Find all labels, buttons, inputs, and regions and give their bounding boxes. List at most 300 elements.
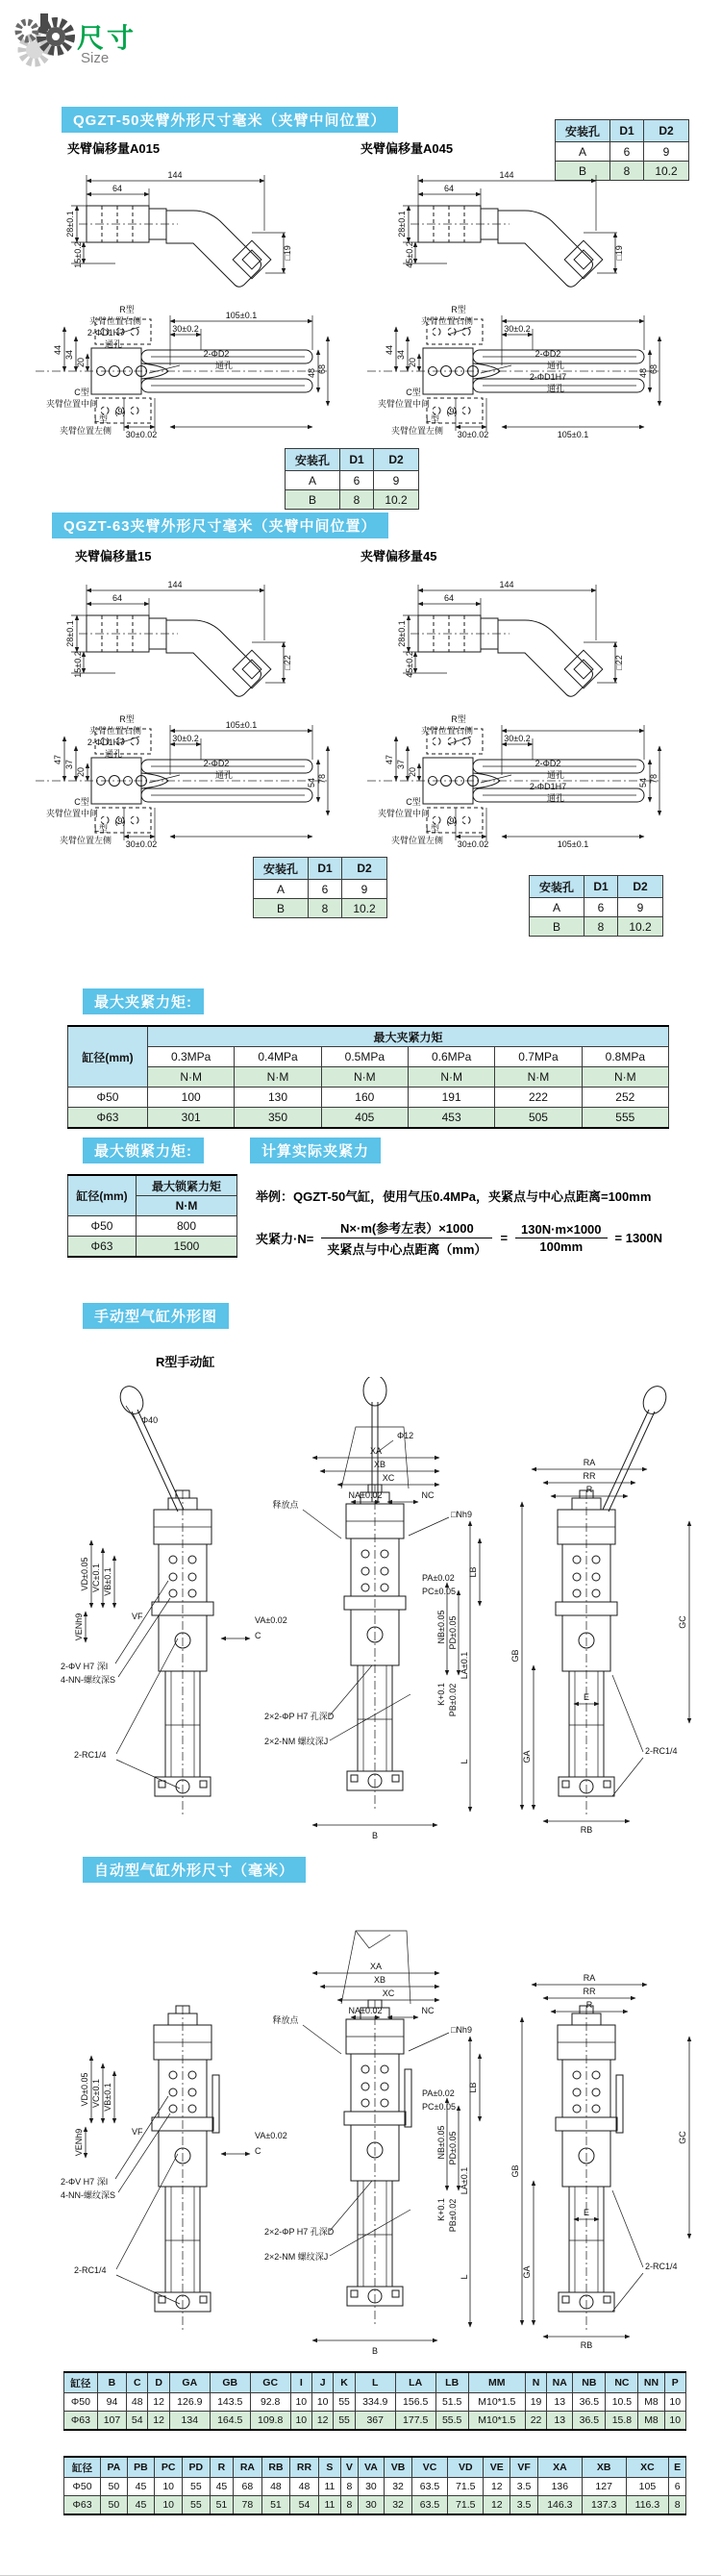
dim-label: 通孔 <box>104 749 123 759</box>
dim-label: XB <box>373 1460 386 1469</box>
dim-label: B <box>371 1831 379 1840</box>
table-cell: D2 <box>618 876 663 898</box>
table-cell: 安装孔 <box>556 120 610 142</box>
table-row <box>286 471 419 490</box>
dim-label: PB±0.02 <box>448 2198 458 2233</box>
dim-label: 45±0.2 <box>405 651 414 678</box>
table-cell: K <box>334 2372 355 2393</box>
table-cell: I <box>290 2372 311 2393</box>
dim-label: 28±0.1 <box>65 211 75 238</box>
dim-label: PC±0.05 <box>422 1587 456 1596</box>
dim-label: LB <box>468 1566 478 1578</box>
table-cell: PD <box>183 2457 211 2478</box>
table-cell: 136 <box>537 2478 582 2496</box>
dim-label: NB±0.05 <box>436 1610 446 1644</box>
table-cell: 6 <box>584 898 618 917</box>
table-cell: E <box>669 2457 686 2478</box>
table-cell: D <box>148 2372 169 2393</box>
table-cell: 50 <box>101 2496 128 2515</box>
table-cell: 156.5 <box>395 2393 435 2412</box>
dim-label: 28±0.1 <box>397 620 407 647</box>
dim-label: L <box>460 1759 469 1764</box>
dim-label: R型 <box>119 305 135 314</box>
table-cell: 68 <box>234 2478 262 2496</box>
table-cell: 92.8 <box>250 2393 290 2412</box>
dim-label: 通孔 <box>546 384 565 393</box>
dim-label: □19 <box>283 245 292 261</box>
table-cell: 10 <box>290 2393 311 2412</box>
equation-fraction-1 <box>321 1218 492 1258</box>
table-cell: XB <box>582 2457 626 2478</box>
table-cell: B <box>530 917 584 937</box>
table-group-header: 最大夹紧力矩 <box>148 1026 669 1047</box>
table-row <box>556 142 689 162</box>
dim-label: 48 <box>638 367 648 379</box>
dim-label: VD±0.05 <box>80 1557 89 1591</box>
table-cell: 0.5MPa <box>321 1047 408 1067</box>
fraction-denominator: 100mm <box>539 1239 584 1254</box>
table-cell: 116.3 <box>626 2496 669 2515</box>
dim-label: 28±0.1 <box>65 620 75 647</box>
table-cell: 127 <box>582 2478 626 2496</box>
dim-label: 2×2-NM 螺纹深J <box>264 1737 329 1746</box>
mount-hole-table-2 <box>285 448 419 510</box>
table-cell: 8 <box>610 162 644 181</box>
table-row <box>68 1088 669 1108</box>
dim-label: 68 <box>317 363 327 375</box>
section-banner-qgzt63: QGZT-63夹臂外形尺寸毫米（夹臂中间位置） <box>52 513 388 538</box>
dim-label: □Nh9 <box>451 1510 472 1519</box>
dim-label: NA±0.02 <box>348 1490 383 1500</box>
dim-label: 2-RC1/4 <box>74 1750 107 1760</box>
dim-label: 105±0.1 <box>557 430 589 439</box>
dim-label: VC±0.1 <box>91 1563 101 1592</box>
table-cell: VA <box>358 2457 385 2478</box>
table-row <box>64 2496 686 2515</box>
cylinder-dim-table-1 <box>63 2371 686 2431</box>
table-cell: 71.5 <box>448 2496 484 2515</box>
dim-label: 44 <box>53 344 62 356</box>
dim-label: VA±0.02 <box>255 2131 287 2140</box>
table-cell: 10.2 <box>644 162 689 181</box>
dim-label: LA±0.1 <box>460 1651 469 1680</box>
dim-label: 2-ΦD2 <box>203 759 230 768</box>
dim-label: VF <box>132 1612 143 1621</box>
page-subtitle: Size <box>81 50 110 66</box>
table-cell: 32 <box>385 2478 412 2496</box>
table-cell: 8 <box>584 917 618 937</box>
manual-cylinder-drawing <box>24 1377 707 1850</box>
table-cell: Φ50 <box>64 2393 98 2412</box>
dim-label: 28±0.1 <box>397 211 407 238</box>
dim-label: R型 <box>451 305 466 314</box>
dim-label: 20 <box>408 357 417 368</box>
table-cell: 9 <box>374 471 419 490</box>
table-header-row <box>254 858 387 880</box>
dim-label: PC±0.05 <box>422 2102 456 2112</box>
table-cell: 10 <box>664 2412 685 2431</box>
table-header-row <box>556 120 689 142</box>
dim-label: 2-ΦD1H7 <box>529 782 567 791</box>
dim-label: VD±0.05 <box>80 2072 89 2107</box>
table-row <box>254 899 387 918</box>
dim-label: (9) <box>446 816 458 826</box>
page-title: 尺寸 <box>77 23 137 53</box>
gears-icon <box>13 10 77 69</box>
dim-label: 夹臂位置中间 <box>45 399 99 409</box>
dim-label: 20 <box>76 766 86 778</box>
table-cell: M8 <box>638 2393 664 2412</box>
table-cell: 191 <box>408 1088 494 1108</box>
dim-label: L型 <box>93 824 109 834</box>
table-cell: 30 <box>358 2496 385 2515</box>
dim-label: C型 <box>406 388 421 397</box>
calculation-equation <box>256 1218 717 1258</box>
table-cell: Φ50 <box>68 1088 148 1108</box>
dim-label: R型 <box>451 714 466 724</box>
table-cell: 146.3 <box>537 2496 582 2515</box>
table-cell: 9 <box>644 142 689 162</box>
dim-label: 夹臂位置左侧 <box>59 426 112 436</box>
dim-label: 34 <box>64 349 74 361</box>
dim-label: 64 <box>443 593 455 603</box>
dim-label: □19 <box>614 245 624 261</box>
table-cell: D1 <box>610 120 644 142</box>
dim-label: 30±0.2 <box>504 734 531 743</box>
table-cell: 55 <box>183 2496 211 2515</box>
lock-torque-table <box>67 1174 237 1258</box>
table-cell: J <box>312 2372 334 2393</box>
offset-label-a045: 夹臂偏移量A045 <box>360 141 454 156</box>
table-cell: 8 <box>341 2478 359 2496</box>
table-cell: 11 <box>318 2478 340 2496</box>
table-cell: 12 <box>312 2412 334 2431</box>
table-cell: Φ50 <box>68 1216 137 1237</box>
fraction-numerator: N×·m(参考左表）×1000 <box>321 1218 492 1238</box>
table-cell: 安装孔 <box>254 858 309 880</box>
table-cell: 54 <box>290 2496 319 2515</box>
table-cell: 0.3MPa <box>148 1047 235 1067</box>
dim-label: 通孔 <box>546 361 565 370</box>
table-cell: N <box>525 2372 546 2393</box>
table-cell: 126.9 <box>169 2393 210 2412</box>
cylinder-dim-table-2 <box>63 2456 686 2515</box>
table-cell: B <box>254 899 309 918</box>
table-cell: 8 <box>669 2496 686 2515</box>
table-cell: RR <box>290 2457 319 2478</box>
table-cell: 安装孔 <box>530 876 584 898</box>
table-cell: 缸径 <box>64 2372 98 2393</box>
table-cell: 78 <box>234 2496 262 2515</box>
table-cell: 10 <box>312 2393 334 2412</box>
dim-label: 通孔 <box>214 361 234 370</box>
dim-label: PB±0.02 <box>448 1683 458 1717</box>
table-cell: GC <box>250 2372 290 2393</box>
table-cell: Φ63 <box>64 2496 101 2515</box>
table-cell: D1 <box>340 449 374 471</box>
table-cell: 10 <box>155 2478 183 2496</box>
table-cell: 55 <box>183 2478 211 2496</box>
table-cell: 10 <box>155 2496 183 2515</box>
table-cell: LA <box>395 2372 435 2393</box>
table-cell: D1 <box>584 876 618 898</box>
table-cell: RA <box>234 2457 262 2478</box>
table-cell: XA <box>537 2457 582 2478</box>
table-cell: 12 <box>148 2393 169 2412</box>
table-cell: 3.5 <box>510 2496 538 2515</box>
dim-label: 20 <box>76 357 86 368</box>
dim-label: 37 <box>396 759 406 770</box>
table-cell: 48 <box>261 2478 290 2496</box>
table-cell: M10*1.5 <box>468 2412 525 2431</box>
table-cell: 334.9 <box>355 2393 395 2412</box>
dim-label: 释放点 <box>272 1500 299 1510</box>
table-cell: 45 <box>127 2496 155 2515</box>
table-cell: 350 <box>235 1108 321 1129</box>
dim-label: 夹臂位置右侧 <box>88 316 142 326</box>
dim-label: 15±0.2 <box>73 241 83 268</box>
table-row <box>64 2412 686 2431</box>
table-cell: N·M <box>137 1196 237 1216</box>
table-row <box>68 1216 237 1237</box>
table-cell: 0.8MPa <box>582 1047 668 1067</box>
dim-label: GA <box>522 2265 532 2279</box>
dim-label: RB <box>580 1825 593 1835</box>
table-cell: 55 <box>334 2393 355 2412</box>
table-cell: D2 <box>644 120 689 142</box>
table-cell: 10.2 <box>374 490 419 510</box>
table-cell: 177.5 <box>395 2412 435 2431</box>
dim-label: 夹臂位置中间 <box>377 809 431 818</box>
dim-label: R <box>585 1485 593 1494</box>
dim-label: 通孔 <box>214 770 234 780</box>
table-cell: NC <box>606 2372 638 2393</box>
table-cell: 36.5 <box>573 2393 606 2412</box>
dim-label: 144 <box>499 170 514 180</box>
dim-label: RR <box>583 1471 596 1481</box>
table-cell: MM <box>468 2372 525 2393</box>
dim-label: 64 <box>443 184 455 193</box>
mount-hole-table-4 <box>529 875 663 937</box>
equation-result: = 1300N <box>614 1231 663 1245</box>
equation-fraction-2 <box>515 1222 607 1254</box>
table-cell: V <box>341 2457 359 2478</box>
dim-label: 68 <box>649 363 659 375</box>
dim-label: 30±0.02 <box>125 839 158 849</box>
table-cell: 301 <box>148 1108 235 1129</box>
dim-label: 144 <box>167 170 183 180</box>
table-cell: 505 <box>495 1108 582 1129</box>
table-unit-row <box>68 1067 669 1088</box>
dim-label: 34 <box>396 349 406 361</box>
table-cell: Φ63 <box>68 1108 148 1129</box>
dim-label: 2-ΦD1H7 <box>87 738 125 747</box>
dim-label: 2×2-ΦP H7 孔深D <box>264 1712 335 1721</box>
dim-label: VB±0.1 <box>103 1567 112 1596</box>
table-cell: 15.8 <box>606 2412 638 2431</box>
equation-lhs: 夹紧力·N= <box>256 1232 314 1246</box>
table-cell: GB <box>210 2372 250 2393</box>
dim-label: 2-ΦV H7 深I <box>61 2177 109 2187</box>
offset-label-a015: 夹臂偏移量A015 <box>67 141 161 156</box>
table-cell: 51 <box>210 2496 233 2515</box>
table-cell: VB <box>385 2457 412 2478</box>
table-cell: 54 <box>127 2412 148 2431</box>
dim-label: 48 <box>307 367 316 379</box>
dim-label: RB <box>580 2340 593 2350</box>
dim-label: (9) <box>114 816 126 826</box>
table-cell: 缸径 <box>64 2457 101 2478</box>
table-cell: 164.5 <box>210 2412 250 2431</box>
dim-label: PD±0.05 <box>448 2131 458 2165</box>
table-cell: 51 <box>261 2496 290 2515</box>
dim-label: 144 <box>167 580 183 589</box>
table-cell: 10 <box>290 2412 311 2431</box>
dim-label: 2-ΦV H7 深I <box>61 1662 109 1671</box>
dim-label: 2-ΦD1H7 <box>87 328 125 338</box>
dim-label: XA <box>369 1962 383 1971</box>
table-cell: 6 <box>309 880 342 899</box>
table-group-header: 最大锁紧力矩 <box>137 1175 237 1196</box>
dim-label: VENh9 <box>74 1613 84 1641</box>
table-cell: 134 <box>169 2412 210 2431</box>
offset-label-15: 夹臂偏移量15 <box>75 549 152 563</box>
mount-hole-table-3 <box>253 857 387 918</box>
table-header-row <box>68 1026 669 1047</box>
dim-label: E <box>583 1692 590 1702</box>
dim-label: 30±0.02 <box>457 430 489 439</box>
table-cell: PC <box>155 2457 183 2478</box>
dim-label: XA <box>369 1446 383 1456</box>
dim-label: NC <box>421 1490 435 1500</box>
table-cell: 48 <box>290 2478 319 2496</box>
dim-label: 78 <box>649 773 659 785</box>
auto-sensor-rails <box>212 1931 623 2133</box>
table-row <box>254 880 387 899</box>
table-cell: 555 <box>582 1108 668 1129</box>
dim-label: RR <box>583 1987 596 1996</box>
dim-label: GA <box>522 1750 532 1763</box>
dim-label: 144 <box>499 580 514 589</box>
dim-label: (9) <box>446 407 458 416</box>
table-cell: 143.5 <box>210 2393 250 2412</box>
table-cell: C <box>127 2372 148 2393</box>
dim-label: 37 <box>64 759 74 770</box>
table-cell: 9 <box>342 880 387 899</box>
table-cell: VF <box>510 2457 538 2478</box>
table-cell: D2 <box>342 858 387 880</box>
dim-label: XB <box>373 1975 386 1985</box>
table-cell: N·M <box>495 1067 582 1088</box>
table-cell: 0.7MPa <box>495 1047 582 1067</box>
table-cell: 45 <box>127 2478 155 2496</box>
table-cell: B <box>286 490 340 510</box>
dim-label: 105±0.1 <box>557 839 589 849</box>
dim-label: GB <box>510 1649 520 1663</box>
table-cell: 11 <box>318 2496 340 2515</box>
dim-label: L型 <box>425 414 440 424</box>
table-cell: Φ63 <box>64 2412 98 2431</box>
table-cell: 405 <box>321 1108 408 1129</box>
dim-label: 通孔 <box>104 339 123 349</box>
table-header-row <box>68 1175 237 1196</box>
dim-label: 释放点 <box>272 2015 299 2025</box>
table-cell: 107 <box>97 2412 126 2431</box>
table-cell: 19 <box>525 2393 546 2412</box>
dim-label: 20 <box>408 766 417 778</box>
qgzt50-arm-drawing <box>24 162 697 440</box>
dim-label: 30±0.2 <box>172 734 199 743</box>
dim-label: GC <box>678 1615 687 1629</box>
table-cell: 1500 <box>137 1237 237 1258</box>
dim-label: 64 <box>112 593 123 603</box>
dim-label: □Nh9 <box>451 2025 472 2035</box>
dim-label: 2-ΦD2 <box>535 759 561 768</box>
table-cell: 800 <box>137 1216 237 1237</box>
table-cell: 10.5 <box>606 2393 638 2412</box>
table-cell: N·M <box>321 1067 408 1088</box>
table-cell: 0.4MPa <box>235 1047 321 1067</box>
dim-label: GC <box>678 2131 687 2144</box>
table-cell: 48 <box>127 2393 148 2412</box>
dim-label: VC±0.1 <box>91 2079 101 2108</box>
table-cell: VE <box>484 2457 510 2478</box>
dim-label: 2×2-ΦP H7 孔深D <box>264 2227 335 2237</box>
table-cell: 137.3 <box>582 2496 626 2515</box>
dim-label: 44 <box>385 344 394 356</box>
clamp-force-calculation <box>256 1187 717 1258</box>
dim-label: 夹臂位置左侧 <box>390 426 444 436</box>
dim-label: K+0.1 <box>436 1683 446 1706</box>
table-cell: NB <box>573 2372 606 2393</box>
table-cell: XC <box>626 2457 669 2478</box>
table-header-row <box>530 876 663 898</box>
section-banner-manual-cylinder: 手动型气缸外形图 <box>83 1303 229 1329</box>
table-cell: 8 <box>340 490 374 510</box>
section-banner-qgzt50: QGZT-50夹臂外形尺寸毫米（夹臂中间位置） <box>62 107 398 133</box>
dim-label: VF <box>132 2127 143 2137</box>
table-cell: 8 <box>309 899 342 918</box>
table-header-row <box>286 449 419 471</box>
dim-label: (9) <box>114 407 126 416</box>
manual-cylinder-type-label: R型手动缸 <box>156 1355 215 1369</box>
dim-label: 54 <box>638 777 648 788</box>
dim-label: 2-ΦD1H7 <box>529 372 567 382</box>
table-cell: 13 <box>547 2412 573 2431</box>
table-cell: PA <box>101 2457 128 2478</box>
table-cell: 63.5 <box>411 2478 447 2496</box>
dim-label: 夹臂位置中间 <box>377 399 431 409</box>
table-cell: 30 <box>358 2478 385 2496</box>
dim-label: PA±0.02 <box>422 1573 455 1583</box>
auto-dim-lines <box>86 1973 689 2340</box>
table-corner-cell: 缸径(mm) <box>68 1175 137 1216</box>
dim-label: 4-NN-螺纹深S <box>61 1675 116 1685</box>
dim-label: C型 <box>406 797 421 807</box>
table-cell: M10*1.5 <box>468 2393 525 2412</box>
table-cell: 6 <box>340 471 374 490</box>
dim-label: 45±0.2 <box>405 241 414 268</box>
table-cell: 105 <box>626 2478 669 2496</box>
offset-label-45: 夹臂偏移量45 <box>360 549 437 563</box>
table-cell: N·M <box>235 1067 321 1088</box>
dim-label: □22 <box>283 655 292 670</box>
table-cell: 13 <box>547 2393 573 2412</box>
dim-label: LB <box>468 2082 478 2093</box>
dim-label: Φ12 <box>397 1431 414 1440</box>
table-cell: NA <box>547 2372 573 2393</box>
table-cell: 51.5 <box>435 2393 468 2412</box>
